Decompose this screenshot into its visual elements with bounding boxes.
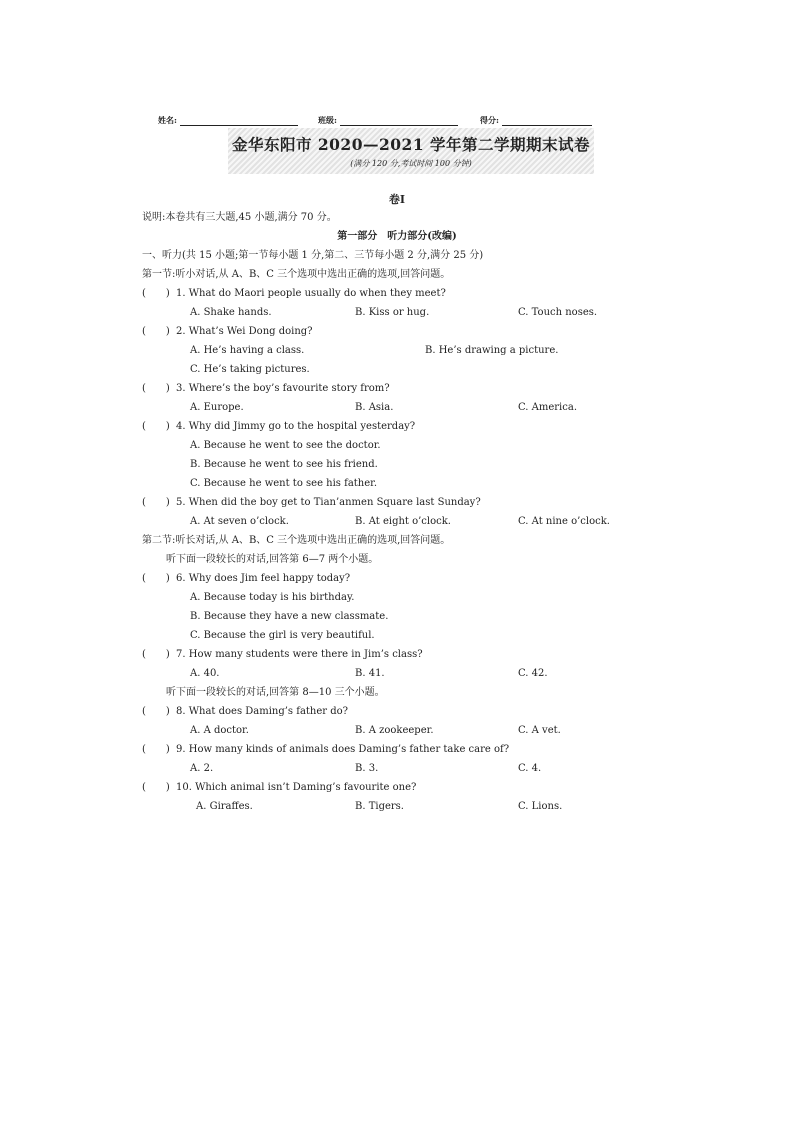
answer-paren[interactable]: ( ) xyxy=(142,497,170,508)
exam-title: 金华东阳市 2020—2021 学年第二学期期末试卷 xyxy=(231,135,591,154)
part2-instruction: 第二节:听长对话,从 A、B、C 三个选项中选出正确的选项,回答问题。 xyxy=(142,535,451,546)
q7-option-c: C. 42. xyxy=(518,668,548,679)
volume-heading: 卷Ⅰ xyxy=(388,193,406,206)
q1-option-b: B. Kiss or hug. xyxy=(355,307,430,318)
group-6-7-instruction: 听下面一段较长的对话,回答第 6—7 两个小题。 xyxy=(166,554,379,565)
q3-option-a: A. Europe. xyxy=(190,402,244,413)
question-7: 7. How many students were there in Jim’s class? xyxy=(176,649,423,660)
q10-option-c: C. Lions. xyxy=(518,801,563,812)
q9-option-b: B. 3. xyxy=(355,763,379,774)
answer-paren[interactable]: ( ) xyxy=(142,326,170,337)
question-1: 1. What do Maori people usually do when they meet? xyxy=(176,288,446,299)
q2-option-a: A. He’s having a class. xyxy=(190,345,305,356)
question-3: 3. Where’s the boy’s favourite story from? xyxy=(176,383,390,394)
q4-option-b: B. Because he went to see his friend. xyxy=(190,459,378,470)
question-4: 4. Why did Jimmy go to the hospital yesterday? xyxy=(176,421,416,432)
answer-paren[interactable]: ( ) xyxy=(142,421,170,432)
q2-option-c: C. He’s taking pictures. xyxy=(190,364,310,375)
q6-option-c: C. Because the girl is very beautiful. xyxy=(190,630,375,641)
q2-option-b: B. He’s drawing a picture. xyxy=(425,345,559,356)
score-field xyxy=(480,115,592,126)
answer-paren[interactable]: ( ) xyxy=(142,649,170,660)
q7-option-a: A. 40. xyxy=(190,668,220,679)
score-label: 得分: xyxy=(480,115,499,125)
class-blank[interactable] xyxy=(340,115,458,126)
q6-option-a: A. Because today is his birthday. xyxy=(190,592,355,603)
group-8-10-instruction: 听下面一段较长的对话,回答第 8—10 三个小题。 xyxy=(166,687,385,698)
q9-option-c: C. 4. xyxy=(518,763,542,774)
q5-option-a: A. At seven o’clock. xyxy=(190,516,289,527)
question-6: 6. Why does Jim feel happy today? xyxy=(176,573,351,584)
part1-instruction: 第一节:听小对话,从 A、B、C 三个选项中选出正确的选项,回答问题。 xyxy=(142,269,451,280)
class-label: 班级: xyxy=(318,115,337,125)
section-text: 一、听力(共 15 小题;第一节每小题 1 分,第二、三节每小题 2 分,满分 25 分) xyxy=(142,250,484,261)
answer-paren[interactable]: ( ) xyxy=(142,573,170,584)
answer-paren[interactable]: ( ) xyxy=(142,288,170,299)
q10-option-a: A. Giraffes. xyxy=(196,801,253,812)
part-title: 第一部分 听力部分(改编) xyxy=(337,231,457,242)
question-8: 8. What does Daming’s father do? xyxy=(176,706,349,717)
q3-option-b: B. Asia. xyxy=(355,402,394,413)
q9-option-a: A. 2. xyxy=(190,763,214,774)
q5-option-b: B. At eight o’clock. xyxy=(355,516,451,527)
exam-note: 说明:本卷共有三大题,45 小题,满分 70 分。 xyxy=(142,212,337,223)
answer-paren[interactable]: ( ) xyxy=(142,744,170,755)
section-heading xyxy=(142,250,483,262)
answer-paren[interactable]: ( ) xyxy=(142,782,170,793)
question-5: 5. When did the boy get to Tian’anmen Square last Sunday? xyxy=(176,497,481,508)
q8-option-a: A. A doctor. xyxy=(190,725,249,736)
score-blank[interactable] xyxy=(502,115,592,126)
name-blank[interactable] xyxy=(180,115,298,126)
q5-option-c: C. At nine o’clock. xyxy=(518,516,610,527)
question-9: 9. How many kinds of animals does Daming’s father take care of? xyxy=(176,744,510,755)
header-fields xyxy=(158,115,598,129)
q3-option-c: C. America. xyxy=(518,402,577,413)
exam-subtitle: (满分 120 分,考试时间 100 分钟) xyxy=(350,159,472,168)
class-field xyxy=(318,115,458,126)
q7-option-b: B. 41. xyxy=(355,668,385,679)
q1-option-a: A. Shake hands. xyxy=(190,307,272,318)
q6-option-b: B. Because they have a new classmate. xyxy=(190,611,389,622)
name-label: 姓名: xyxy=(158,115,177,125)
q4-option-a: A. Because he went to see the doctor. xyxy=(190,440,381,451)
question-2: 2. What’s Wei Dong doing? xyxy=(176,326,313,337)
q4-option-c: C. Because he went to see his father. xyxy=(190,478,378,489)
name-field xyxy=(158,115,298,126)
answer-paren[interactable]: ( ) xyxy=(142,706,170,717)
question-10: 10. Which animal isn’t Daming’s favourite one? xyxy=(176,782,417,793)
q8-option-c: C. A vet. xyxy=(518,725,561,736)
q10-option-b: B. Tigers. xyxy=(355,801,404,812)
q8-option-b: B. A zookeeper. xyxy=(355,725,434,736)
answer-paren[interactable]: ( ) xyxy=(142,383,170,394)
q1-option-c: C. Touch noses. xyxy=(518,307,598,318)
